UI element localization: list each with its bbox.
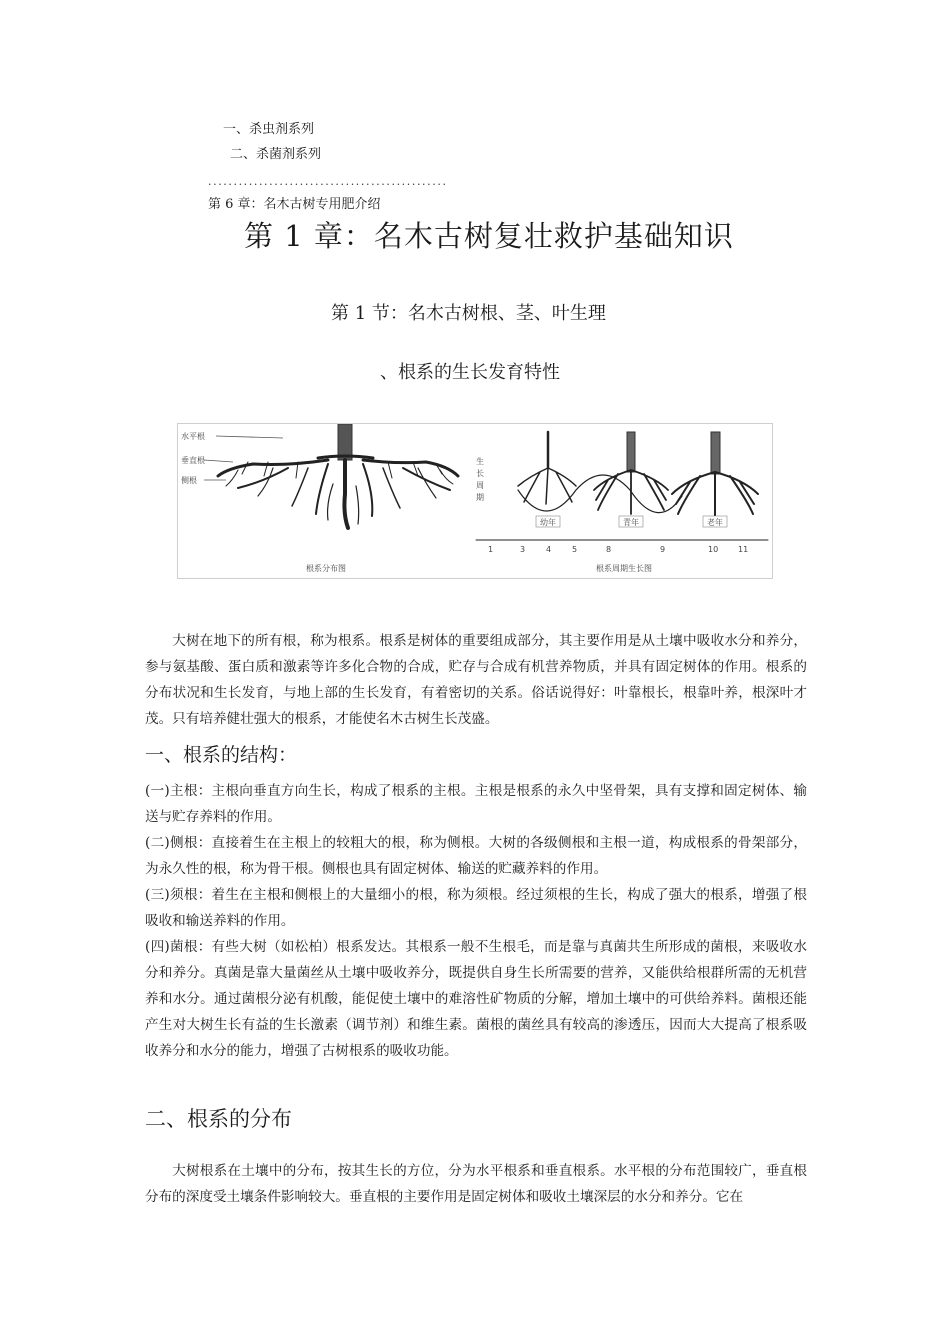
structure-heading: 一、根系的结构： [145, 744, 298, 766]
tag-old: 老年 [707, 518, 723, 527]
subsection-title: 、根系的生长发育特性 [380, 362, 560, 383]
chapter-title: 第 1 章：名木古树复壮救护基础知识 [244, 219, 734, 253]
distribution-paragraph: 大树根系在土壤中的分布，按其生长的方位，分为水平根系和垂直根系。水平根的分布范围较广，垂直根分布的深度受土壤条件影响较大。垂直根的主要作用是固定树体和吸收土壤深层的水分和养分。它在 [145, 1163, 807, 1205]
axis-tick: 8 [606, 545, 612, 554]
left-root-diagram [218, 424, 458, 528]
axis-tick: 3 [520, 545, 526, 554]
structure-item-mycorrhiza: (四)菌根：有些大树（如松柏）根系发达。其根系一般不生根毛，而是靠与真菌共生所形成的菌根，来吸收水分和养分。真菌是靠大量菌丝从土壤中吸收养分，既提供自身生长所需要的营养，又能供给根群所需的无机营养和水分。通过菌根分泌有机酸，能促使土壤中的难溶性矿物质的分解，增加土壤中的可供给养料。菌根还能产生对大树生长有益的生长激素（调节剂）和维生素。菌根的菌丝具有较高的渗透压，因而大大提高了根系吸收养分和水分的能力，增强了古树根系的吸收功能。 [145, 939, 807, 1059]
structure-item-lateral-root: (二)侧根：直接着生在主根上的较粗大的根，称为侧根。大树的各级侧根和主根一道，构成根系的骨架部分，为永久性的根，称为骨干根。侧根也具有固定树体、输送的贮藏养料的作用。 [145, 835, 807, 877]
intro-paragraph: 大树在地下的所有根，称为根系。根系是树体的重要组成部分，其主要作用是从土壤中吸收水分和养分，参与氨基酸、蛋白质和激素等许多化合物的合成，贮存与合成有机营养物质，并具有固定树体的作用。根系的分布状况和生长发育，与地上部的生长发育，有着密切的关系。俗话说得好：叶靠根长，根靠叶养，根深叶才茂。只有培养健壮强大的根系，才能使名木古树生长茂盛。 [145, 633, 807, 727]
distribution-paragraph-block [145, 1158, 807, 1210]
section-title: 第 1 节：名木古树根、茎、叶生理 [331, 303, 606, 324]
structure-item-main-root: (一)主根：主根向垂直方向生长，构成了根系的主根。主根是根系的永久中坚骨架，具有支撑和固定树体、输送与贮存养料的作用。 [145, 783, 807, 825]
axis-tick: 11 [738, 545, 749, 554]
axis-tick: 9 [660, 545, 666, 554]
right-side-label: 生 [476, 457, 484, 466]
left-figure-caption: 根系分布图 [306, 564, 346, 573]
tag-young: 幼年 [540, 518, 556, 527]
root-system-figure [177, 423, 773, 579]
root-illustration [178, 424, 772, 578]
axis-tick: 10 [708, 545, 719, 554]
toc-dot-leader: ............................................... [208, 175, 448, 188]
label-vertical-root: 垂直根 [181, 456, 205, 465]
intro-paragraph-block [145, 628, 807, 732]
axis-tick: 4 [546, 545, 552, 554]
right-side-label-2: 长 [476, 469, 484, 478]
structure-item-fibrous-root: (三)须根：着生在主根和侧根上的大量细小的根，称为须根。经过须根的生长，构成了强大的根系，增强了根吸收和输送养料的作用。 [145, 887, 807, 929]
toc-item-chapter6: 第 6 章：名木古树专用肥介绍 [208, 197, 381, 212]
toc-item-fungicide: 二、杀菌剂系列 [230, 147, 322, 162]
distribution-heading: 二、根系的分布 [145, 1107, 292, 1131]
tag-prime: 青年 [623, 518, 639, 527]
right-figure-caption: 根系周期生长图 [596, 564, 652, 573]
axis-tick: 1 [488, 545, 494, 554]
label-horizontal-root: 水平根 [181, 432, 205, 441]
toc-item-insecticide: 一、杀虫剂系列 [223, 122, 315, 137]
right-side-label-4: 期 [476, 493, 484, 502]
label-lateral-root: 侧根 [181, 476, 197, 485]
structure-list [145, 778, 807, 1064]
axis-tick: 5 [572, 545, 578, 554]
right-side-label-3: 周 [476, 481, 484, 490]
